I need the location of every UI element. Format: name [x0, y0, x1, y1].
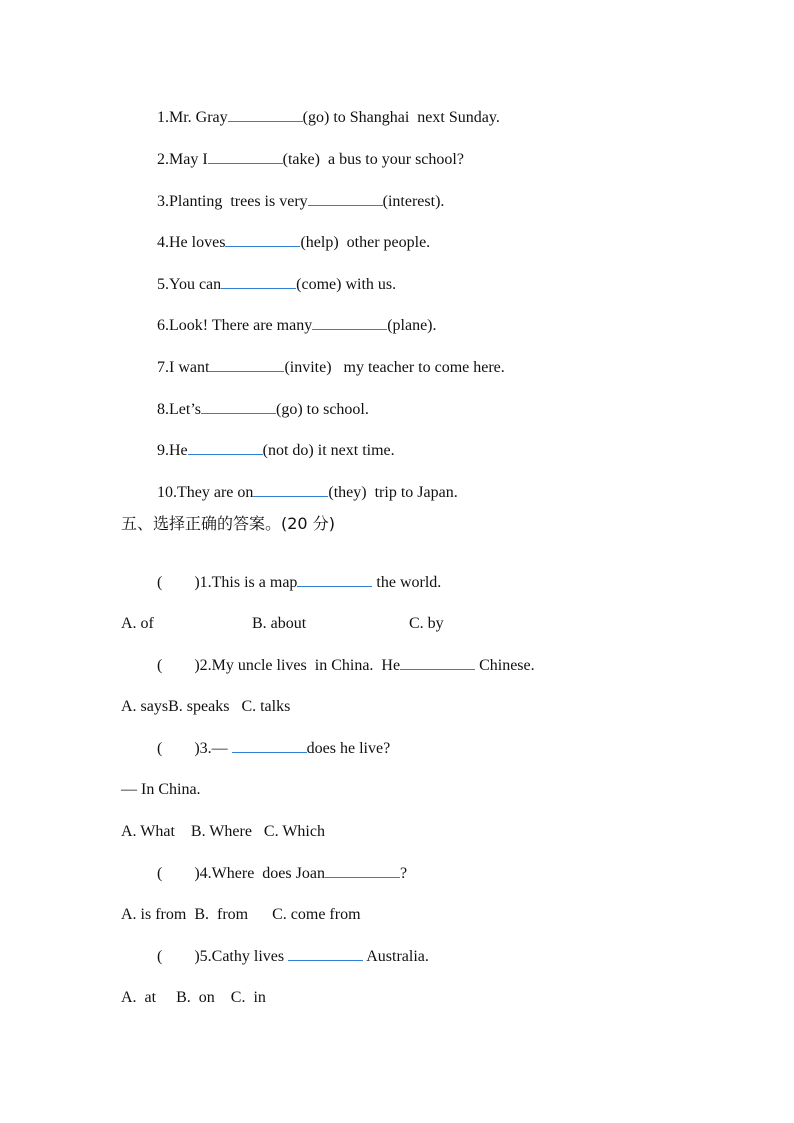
choice-options-4: A. is from B. from C. come from — [121, 906, 361, 923]
choice-options-1-b: B. about — [252, 615, 307, 632]
choice-question-5: ( )5.Cathy lives Australia. — [157, 948, 429, 965]
answer-parenthesis[interactable]: ( ) — [157, 740, 200, 757]
answer-parenthesis[interactable]: ( ) — [157, 574, 200, 591]
fill-blank-3: 3.Planting trees is very (interest). — [157, 193, 445, 210]
section-heading: 五、选择正确的答案。(20 分) — [121, 514, 335, 533]
fill-blank-2: 2.May I (take) a bus to your school? — [157, 151, 464, 168]
answer-parenthesis[interactable]: ( ) — [157, 948, 200, 965]
choice-question-1: ( )1.This is a map the world. — [157, 574, 442, 591]
fill-blank-5: 5.You can (come) with us. — [157, 276, 397, 293]
answer-blank[interactable] — [325, 863, 400, 878]
answer-blank[interactable] — [221, 274, 296, 289]
answer-parenthesis[interactable]: ( ) — [157, 657, 200, 674]
choice-options-2: A. saysB. speaks C. talks — [121, 698, 291, 715]
fill-blank-1: 1.Mr. Gray (go) to Shanghai next Sunday. — [157, 109, 500, 126]
answer-blank[interactable] — [209, 357, 284, 372]
fill-blank-10: 10.They are on (they) trip to Japan. — [157, 484, 458, 501]
fill-blank-4: 4.He loves (help) other people. — [157, 234, 431, 251]
answer-blank[interactable] — [201, 399, 276, 414]
choice-question-3: ( )3.— does he live? — [157, 740, 391, 757]
choice-options-1-c: C. by — [409, 615, 444, 632]
answer-parenthesis[interactable]: ( ) — [157, 865, 200, 882]
answer-blank[interactable] — [297, 572, 372, 587]
answer-blank[interactable] — [228, 107, 303, 122]
answer-blank[interactable] — [308, 191, 383, 206]
answer-blank[interactable] — [288, 946, 363, 961]
answer-blank[interactable] — [253, 482, 328, 497]
answer-blank[interactable] — [232, 738, 307, 753]
choice-options-1-a: A. of — [121, 615, 154, 632]
fill-blank-7: 7.I want (invite) my teacher to come here. — [157, 359, 505, 376]
answer-blank[interactable] — [225, 232, 300, 247]
fill-blank-8: 8.Let’s (go) to school. — [157, 401, 369, 418]
choice-options-5: A. at B. on C. in — [121, 989, 266, 1006]
answer-blank[interactable] — [188, 440, 263, 455]
fill-blank-9: 9.He (not do) it next time. — [157, 442, 395, 459]
answer-blank[interactable] — [312, 315, 387, 330]
answer-blank[interactable] — [208, 149, 283, 164]
answer-blank[interactable] — [400, 655, 475, 670]
choice-question-4: ( )4.Where does Joan ? — [157, 865, 408, 882]
choice-options-3: A. What B. Where C. Which — [121, 823, 325, 840]
choice-question-2: ( )2.My uncle lives in China. He Chinese. — [157, 657, 535, 674]
choice-reply-3: — In China. — [121, 781, 201, 798]
fill-blank-6: 6.Look! There are many (plane). — [157, 317, 437, 334]
